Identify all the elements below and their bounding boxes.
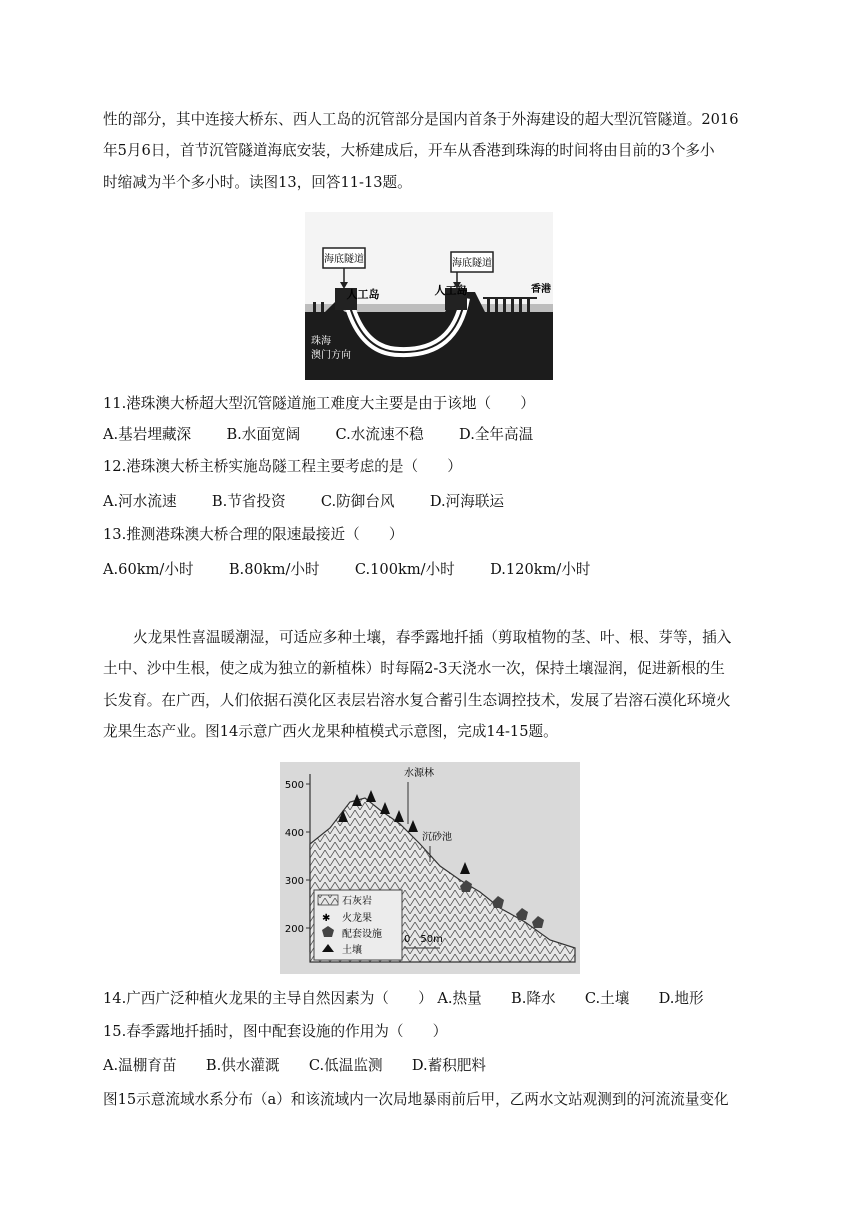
y-tick-500: 500 (284, 780, 304, 791)
q14-option-c: C.土壤 (584, 990, 630, 1007)
q14-line (103, 987, 763, 1011)
q14-option-d: D.地形 (658, 990, 704, 1007)
q15-option-a: A.温棚育苗 (103, 1057, 177, 1074)
passage3-line1: 图15示意流域水系分布（a）和该流域内一次局地暴雨前后甲，乙两水文站观测到的河流流量变化 (103, 1091, 729, 1108)
q14-stem: 14.广西广泛种植火龙果的主导自然因素为（ ） (103, 990, 433, 1007)
legend-limestone-swatch (318, 895, 338, 905)
passage2-line1: 火龙果性喜温暖潮湿，可适应多种土壤，春季露地扦插（剪取植物的茎、叶、根、芽等，插入 (133, 629, 732, 646)
q13-options (103, 558, 763, 582)
q12-option-c: C.防御台风 (320, 493, 395, 510)
y-tick-400: 400 (284, 828, 304, 839)
forest-label: 水源林 (404, 768, 434, 779)
legend-soil: 土壤 (342, 945, 362, 956)
passage2-line2: 土中、沙中生根，使之成为独立的新植株）时每隔2-3天浇水一次，保持土壤湿润，促进新根的生 (103, 660, 725, 677)
passage1-line3: 时缩减为半个多小时。读图13，回答11-13题。 (103, 174, 412, 191)
q11-option-c: C.水流速不稳 (335, 426, 424, 443)
q15-option-b: B.供水灌溉 (205, 1057, 280, 1074)
q12-option-d: D.河海联运 (429, 493, 505, 510)
figure-14-cultivation-diagram (280, 762, 580, 974)
passage2-line4: 龙果生态产业。图14示意广西火龙果种植模式示意图，完成14-15题。 (103, 723, 558, 740)
q12-option-b: B.节省投资 (211, 493, 286, 510)
q11-option-a: A.基岩埋藏深 (103, 426, 192, 443)
island-right-label: 人工岛 (434, 284, 468, 297)
legend-facility: 配套设施 (342, 929, 382, 940)
q15-option-c: C.低温监测 (308, 1057, 383, 1074)
hongkong-label: 香港 (531, 284, 551, 295)
island-left-label: 人工岛 (346, 288, 380, 301)
q11-stem: 11.港珠澳大桥超大型沉管隧道施工难度大主要是由于该地（ ） (103, 395, 535, 412)
q12-stem: 12.港珠澳大桥主桥实施岛隧工程主要考虑的是（ ） (103, 458, 462, 475)
legend-pitaya-icon: ✱ (322, 913, 331, 924)
pond-label: 沉砂池 (422, 832, 452, 843)
q14-option-a: A.热量 (437, 990, 482, 1007)
passage1-line1: 性的部分，其中连接大桥东、西人工岛的沉管部分是国内首条于外海建设的超大型沉管隧道。2016 (103, 111, 739, 128)
q14-option-b: B.降水 (510, 990, 556, 1007)
legend-limestone: 石灰岩 (342, 896, 372, 907)
y-tick-300: 300 (284, 876, 304, 887)
q13-option-c: C.100km/小时 (354, 561, 455, 578)
q13-stem: 13.推测港珠澳大桥合理的限速最接近（ ） (103, 526, 404, 543)
q12-option-a: A.河水流速 (103, 493, 177, 510)
passage1-line2: 年5月6日，首节沉管隧道海底安装，大桥建成后，开车从香港到珠海的时间将由目前的3个多小 (103, 142, 715, 159)
legend-pitaya: 火龙果 (342, 913, 372, 924)
q15-stem: 15.春季露地扦插时，图中配套设施的作用为（ ） (103, 1023, 448, 1040)
q13-option-b: B.80km/小时 (228, 561, 320, 578)
y-tick-200: 200 (284, 924, 304, 935)
macau-direction-label: 澳门方向 (311, 350, 351, 361)
q15-options (103, 1054, 763, 1078)
q15-option-d: D.蓄积肥料 (411, 1057, 487, 1074)
scale-label: 0 50m (404, 934, 443, 945)
passage2-line3: 长发育。在广西，人们依据石漠化区表层岩溶水复合蓄引生态调控技术，发展了岩溶石漠化环境火 (103, 692, 731, 709)
zhuhai-label: 珠海 (311, 336, 331, 347)
q11-option-d: D.全年高温 (459, 426, 534, 443)
tag-left-text: 海底隧道 (324, 254, 364, 265)
q11-options (103, 423, 763, 447)
q12-options (103, 490, 763, 514)
q13-option-a: A.60km/小时 (103, 561, 194, 578)
figure-13-tunnel-diagram (305, 212, 553, 380)
q13-option-d: D.120km/小时 (490, 561, 591, 578)
q11-option-b: B.水面宽阔 (226, 426, 301, 443)
tag-right-text: 海底隧道 (452, 258, 492, 269)
